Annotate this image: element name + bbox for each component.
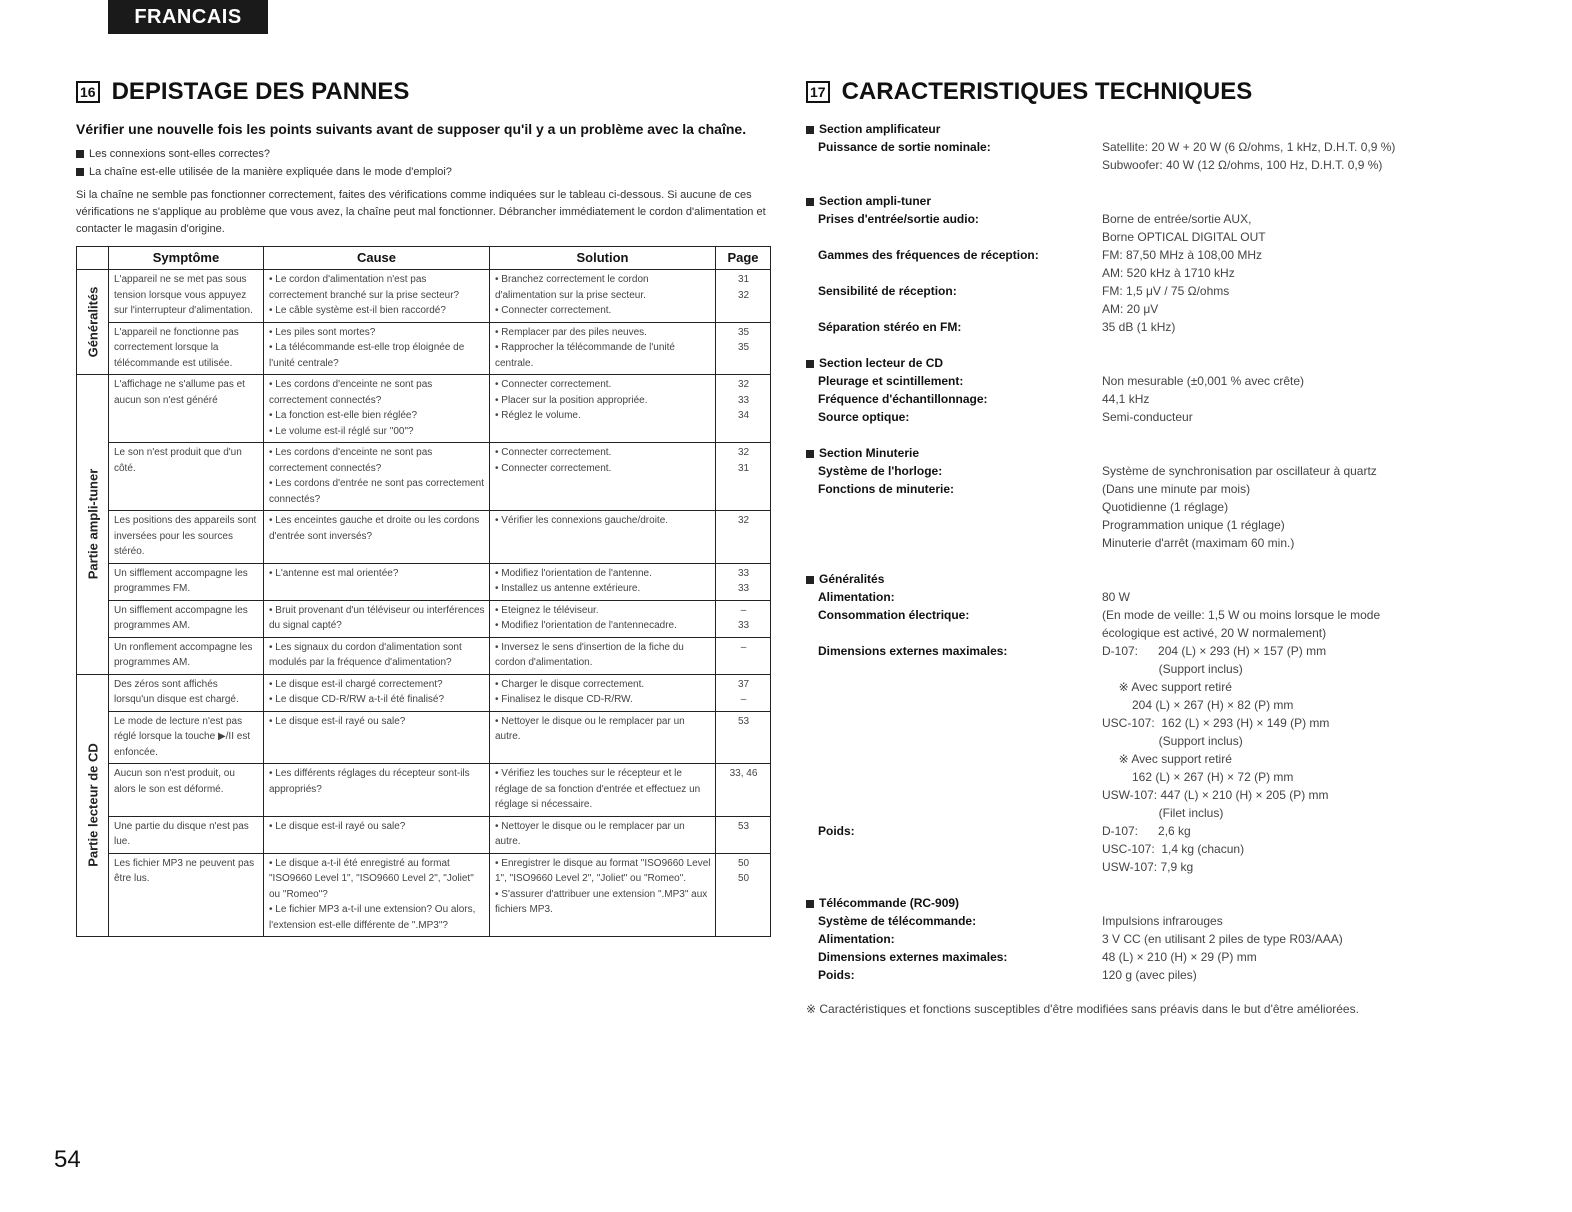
spec-value: ※ Avec support retiré <box>1102 680 1232 694</box>
spec-values <box>1102 246 1262 282</box>
cause-line: • Le volume est-il réglé sur "00"? <box>269 425 414 437</box>
solution-cell <box>490 511 716 564</box>
solution-line: • Inversez le sens d'insertion de la fiche du cordon d'alimentation. <box>495 641 684 668</box>
cause-line: • Bruit provenant d'un téléviseur ou interférences du signal capté? <box>269 604 485 631</box>
page-line: 53 <box>737 715 750 727</box>
table-row <box>77 563 771 600</box>
solution-line: • Remplacer par des piles neuves. <box>495 326 647 338</box>
language-tab: FRANCAIS <box>108 0 268 34</box>
header-solution: Solution <box>490 247 716 270</box>
square-bullet-icon <box>806 576 814 584</box>
spec-value: FM: 87,50 MHz à 108,00 MHz <box>1102 248 1263 262</box>
solution-line: • Branchez correctement le cordon d'alimentation sur la prise secteur. <box>495 274 649 301</box>
square-bullet-icon <box>76 150 84 158</box>
spec-value: (Support inclus) <box>1102 734 1243 748</box>
page-cell <box>716 375 771 443</box>
troubleshooting-table-body <box>77 270 771 937</box>
spec-value: 204 (L) × 267 (H) × 82 (P) mm <box>1102 698 1294 712</box>
cause-cell <box>264 674 490 711</box>
symptom-cell: Le son n'est produit que d'un côté. <box>109 443 264 511</box>
spec-row <box>806 642 1506 822</box>
spec-label: Puissance de sortie nominale: <box>818 140 991 154</box>
spec-value: Satellite: 20 W + 20 W (6 Ω/ohms, 1 kHz, D.H.T. 0,9 %) <box>1102 140 1396 154</box>
solution-cell <box>490 711 716 764</box>
spec-values <box>1102 642 1329 822</box>
square-bullet-icon <box>806 126 814 134</box>
spec-group-title: Section Minuterie <box>806 444 1506 462</box>
solution-line: • Connecter correctement. <box>495 462 612 474</box>
solution-cell <box>490 600 716 637</box>
cause-line: • Le disque est-il rayé ou sale? <box>269 820 406 832</box>
spec-value: Borne OPTICAL DIGITAL OUT <box>1102 230 1266 244</box>
spec-row <box>806 912 1506 930</box>
solution-line: • Connecter correctement. <box>495 379 612 390</box>
spec-group <box>806 354 1506 426</box>
spec-value: Système de synchronisation par oscillateur à quartz <box>1102 464 1377 478</box>
spec-row <box>806 210 1506 246</box>
cause-line: • Les signaux du cordon d'alimentation sont modulés par la fréquence d'alimentation? <box>269 641 462 668</box>
table-row <box>77 764 771 817</box>
symptom-cell: Des zéros sont affichés lorsqu'un disque est chargé. <box>109 674 264 711</box>
solution-line: • Enregistrer le disque au format "ISO9660 Level 1", "ISO9660 Level 2", "Joliet" ou "Romeo". <box>495 857 711 884</box>
spec-group <box>806 444 1506 552</box>
cause-cell <box>264 637 490 674</box>
spec-row <box>806 372 1506 390</box>
cause-line: • L'antenne est mal orientée? <box>269 567 399 579</box>
page-line: 31 <box>737 274 750 285</box>
table-row <box>77 816 771 853</box>
cause-cell <box>264 563 490 600</box>
spec-value: 120 g (avec piles) <box>1102 968 1197 982</box>
cause-line: • La télécommande est-elle trop éloignée de l'unité centrale? <box>269 342 465 369</box>
spec-value: (Filet inclus) <box>1102 806 1224 820</box>
spec-value: USC-107: 162 (L) × 293 (H) × 149 (P) mm <box>1102 716 1330 730</box>
symptom-cell: Un sifflement accompagne les programmes AM. <box>109 600 264 637</box>
page-cell <box>716 711 771 764</box>
page-line: 33 <box>737 583 750 594</box>
table-row <box>77 511 771 564</box>
table-header-row <box>77 247 771 270</box>
page-line: 37 <box>737 678 750 690</box>
page-cell <box>716 853 771 937</box>
spec-values <box>1102 282 1229 318</box>
solution-line: • Rapprocher la télécommande de l'unité centrale. <box>495 342 675 369</box>
solution-line: • Placer sur la position appropriée. <box>495 394 648 406</box>
spec-row <box>806 588 1506 606</box>
category-cell <box>77 375 109 675</box>
spec-values <box>1102 462 1377 480</box>
spec-value: AM: 520 kHz à 1710 kHz <box>1102 266 1235 280</box>
header-symptom: Symptôme <box>109 247 264 270</box>
square-bullet-icon <box>806 360 814 368</box>
page-line: – <box>740 604 747 616</box>
spec-value: 48 (L) × 210 (H) × 29 (P) mm <box>1102 950 1257 964</box>
header-category <box>77 247 109 270</box>
spec-row <box>806 948 1506 966</box>
spec-values <box>1102 912 1223 930</box>
cause-line: • Le fichier MP3 a-t-il une extension? Ou alors, l'extension est-elle différente de ".MP3"? <box>269 904 476 931</box>
spec-group-title: Section lecteur de CD <box>806 354 1506 372</box>
spec-values <box>1102 408 1193 426</box>
spec-row <box>806 480 1506 552</box>
specifications-list <box>806 120 1506 984</box>
spec-value: FM: 1,5 μV / 75 Ω/ohms <box>1102 284 1230 298</box>
header-page: Page <box>716 247 771 270</box>
cause-cell <box>264 511 490 564</box>
solution-line: • Vérifier les connexions gauche/droite. <box>495 515 669 526</box>
spec-label: Fréquence d'échantillonnage: <box>818 392 988 406</box>
page-line: – <box>740 694 747 705</box>
spec-value: 162 (L) × 267 (H) × 72 (P) mm <box>1102 770 1294 784</box>
solution-cell <box>490 674 716 711</box>
spec-label: Source optique: <box>818 410 910 424</box>
table-row <box>77 443 771 511</box>
page-line: 32 <box>737 379 750 390</box>
spec-label: Pleurage et scintillement: <box>818 374 964 388</box>
spec-group-title: Section amplificateur <box>806 120 1506 138</box>
solution-line: • Finalisez le disque CD-R/RW. <box>495 694 633 705</box>
spec-group <box>806 894 1506 984</box>
spec-value: (Dans une minute par mois) <box>1102 482 1251 496</box>
spec-values <box>1102 948 1257 966</box>
spec-values <box>1102 822 1244 876</box>
cause-cell <box>264 270 490 323</box>
solution-line: • Vérifiez les touches sur le récepteur et le réglage de sa fonction d'entrée et effectuez un réglage si nécessaire. <box>495 768 701 810</box>
table-row <box>77 322 771 375</box>
spec-label: Sensibilité de réception: <box>818 284 957 298</box>
cause-cell <box>264 764 490 817</box>
table-row <box>77 637 771 674</box>
symptom-cell: Le mode de lecture n'est pas réglé lorsque la touche ▶/II est enfoncée. <box>109 711 264 764</box>
solution-line: • Charger le disque correctement. <box>495 678 645 690</box>
page-cell <box>716 637 771 674</box>
spec-row <box>806 930 1506 948</box>
symptom-cell: Un sifflement accompagne les programmes FM. <box>109 563 264 600</box>
spec-row <box>806 822 1506 876</box>
specifications-title: CARACTERISTIQUES TECHNIQUES <box>841 78 1253 105</box>
symptom-cell: Une partie du disque n'est pas lue. <box>109 816 264 853</box>
spec-value: (En mode de veille: 1,5 W ou moins lorsque le mode <box>1102 608 1381 622</box>
spec-values <box>1102 930 1343 948</box>
solution-line: • Réglez le volume. <box>495 410 581 421</box>
symptom-cell: L'appareil ne fonctionne pas correctement lorsque la télécommande est utilisée. <box>109 322 264 375</box>
solution-line: • S'assurer d'attribuer une extension ".MP3" aux fichiers MP3. <box>495 888 708 915</box>
cause-cell <box>264 443 490 511</box>
spec-values <box>1102 372 1304 390</box>
specifications-footnote: ※ Caractéristiques et fonctions susceptibles d'être modifiées sans préavis dans le but d'être améliorées. <box>806 1002 1359 1016</box>
solution-line: • Nettoyer le disque ou le remplacer par un autre. <box>495 715 685 742</box>
spec-label: Dimensions externes maximales: <box>818 950 1008 964</box>
spec-group-title: Télécommande (RC-909) <box>806 894 1506 912</box>
spec-label: Poids: <box>818 968 855 982</box>
troubleshooting-intro: Vérifier une nouvelle fois les points suivants avant de supposer qu'il y a un problème avec la chaîne. <box>76 121 747 137</box>
cause-line: • Les cordons d'entrée ne sont pas correctement connectés? <box>269 478 484 505</box>
page-cell <box>716 600 771 637</box>
solution-cell <box>490 322 716 375</box>
page-line: 32 <box>737 515 750 526</box>
solution-cell <box>490 637 716 674</box>
spec-value: (Support inclus) <box>1102 662 1243 676</box>
symptom-cell: Les positions des appareils sont inversées pour les sources stéréo. <box>109 511 264 564</box>
specifications-heading <box>806 78 1506 106</box>
cause-line: • Le disque CD-R/RW a-t-il été finalisé? <box>269 694 445 705</box>
spec-label: Système de l'horloge: <box>818 464 943 478</box>
solution-line: • Modifiez l'orientation de l'antenne. <box>495 567 652 579</box>
spec-value: 44,1 kHz <box>1102 392 1150 406</box>
cause-cell <box>264 322 490 375</box>
page-cell <box>716 563 771 600</box>
spec-label: Fonctions de minuterie: <box>818 482 955 496</box>
spec-value: USW-107: 447 (L) × 210 (H) × 205 (P) mm <box>1102 788 1329 802</box>
cause-line: • Le disque a-t-il été enregistré au format "ISO9660 Level 1", "ISO9660 Level 2", "Joliet" ou "Romeo"? <box>269 857 474 900</box>
spec-value: écologique est activé, 20 W normalement) <box>1102 626 1327 640</box>
spec-label: Poids: <box>818 824 855 838</box>
spec-label: Dimensions externes maximales: <box>818 644 1008 658</box>
table-row <box>77 853 771 937</box>
spec-values <box>1102 966 1197 984</box>
solution-cell <box>490 764 716 817</box>
symptom-cell: L'appareil ne se met pas sous tension lorsque vous appuyez sur l'interrupteur d'alimentation. <box>109 270 264 323</box>
table-row <box>77 375 771 443</box>
cause-line: • Le câble système est-il bien raccordé? <box>269 305 446 316</box>
solution-cell <box>490 853 716 937</box>
page-line: 35 <box>737 342 750 353</box>
cause-line: • Les différents réglages du récepteur sont-ils appropriés? <box>269 768 470 795</box>
page-cell <box>716 674 771 711</box>
spec-row <box>806 606 1506 642</box>
spec-row <box>806 462 1506 480</box>
spec-value: Programmation unique (1 réglage) <box>1102 518 1285 532</box>
section-number-16: 16 <box>76 81 100 103</box>
cause-line: • La fonction est-elle bien réglée? <box>269 410 418 421</box>
category-cell <box>77 270 109 375</box>
spec-values <box>1102 138 1395 174</box>
category-cell <box>77 674 109 937</box>
page-line: 31 <box>737 462 750 474</box>
square-bullet-icon <box>806 900 814 908</box>
spec-value: Quotidienne (1 réglage) <box>1102 500 1229 514</box>
spec-values <box>1102 588 1130 606</box>
spec-values <box>1102 318 1175 336</box>
cause-line: • Les cordons d'enceinte ne sont pas correctement connectés? <box>269 447 433 474</box>
table-row <box>77 674 771 711</box>
page-line: 53 <box>737 820 750 832</box>
spec-values <box>1102 390 1149 408</box>
square-bullet-icon <box>806 198 814 206</box>
page-cell <box>716 270 771 323</box>
spec-group <box>806 192 1506 336</box>
spec-value: D-107: 204 (L) × 293 (H) × 157 (P) mm <box>1102 644 1327 658</box>
spec-value: Impulsions infrarouges <box>1102 914 1223 928</box>
solution-cell <box>490 443 716 511</box>
spec-row <box>806 318 1506 336</box>
cause-cell <box>264 853 490 937</box>
cause-line: • Le cordon d'alimentation n'est pas correctement branché sur la prise secteur? <box>269 274 460 301</box>
spec-value: Minuterie d'arrêt (maximam 60 min.) <box>1102 536 1295 550</box>
cause-line: • Les cordons d'enceinte ne sont pas correctement connectés? <box>269 379 433 406</box>
troubleshooting-table <box>76 246 771 937</box>
spec-values <box>1102 480 1294 552</box>
solution-line: • Connecter correctement. <box>495 305 612 316</box>
symptom-cell: Les fichier MP3 ne peuvent pas être lus. <box>109 853 264 937</box>
square-bullet-icon <box>806 450 814 458</box>
symptom-cell: Un ronflement accompagne les programmes AM. <box>109 637 264 674</box>
category-label: Partie lecteur de CD <box>84 743 100 868</box>
spec-group-title: Généralités <box>806 570 1506 588</box>
spec-label: Consommation électrique: <box>818 608 970 622</box>
spec-value: USW-107: 7,9 kg <box>1102 860 1194 874</box>
cause-cell <box>264 711 490 764</box>
spec-label: Gammes des fréquences de réception: <box>818 248 1039 262</box>
spec-value: Subwoofer: 40 W (12 Ω/ohms, 100 Hz, D.H.T. 0,9 %) <box>1102 158 1383 172</box>
category-label: Généralités <box>84 286 100 358</box>
page-number: 54 <box>54 1146 81 1173</box>
cause-cell <box>264 816 490 853</box>
category-label: Partie ampli-tuner <box>84 468 100 580</box>
spec-label: Système de télécommande: <box>818 914 977 928</box>
spec-value: 35 dB (1 kHz) <box>1102 320 1176 334</box>
square-bullet-icon <box>76 168 84 176</box>
spec-value: Borne de entrée/sortie AUX, <box>1102 212 1252 226</box>
table-row <box>77 711 771 764</box>
check-item: Les connexions sont-elles correctes? <box>76 145 770 163</box>
table-row <box>77 270 771 323</box>
symptom-cell: L'affichage ne s'allume pas et aucun son n'est généré <box>109 375 264 443</box>
spec-row <box>806 138 1506 174</box>
troubleshooting-section <box>76 78 770 937</box>
page-cell <box>716 443 771 511</box>
solution-line: • Modifiez l'orientation de l'antennecadre. <box>495 620 677 631</box>
cause-line: • Les enceintes gauche et droite ou les cordons d'entrée sont inversés? <box>269 515 480 542</box>
spec-group <box>806 570 1506 876</box>
solution-cell <box>490 270 716 323</box>
solution-line: • Nettoyer le disque ou le remplacer par un autre. <box>495 820 685 847</box>
spec-row <box>806 408 1506 426</box>
spec-row <box>806 390 1506 408</box>
spec-group <box>806 120 1506 174</box>
page-line: 33, 46 <box>729 768 758 779</box>
solution-line: • Eteignez le téléviseur. <box>495 604 599 616</box>
preliminary-checks <box>76 145 770 181</box>
section-number-17: 17 <box>806 81 830 103</box>
check-item: La chaîne est-elle utilisée de la manière expliquée dans le mode d'emploi? <box>76 163 770 181</box>
page-line: 32 <box>737 447 750 458</box>
spec-label: Prises d'entrée/sortie audio: <box>818 212 979 226</box>
header-cause: Cause <box>264 247 490 270</box>
troubleshooting-title: DEPISTAGE DES PANNES <box>111 78 410 105</box>
solution-cell <box>490 375 716 443</box>
spec-values <box>1102 210 1266 246</box>
page-cell <box>716 322 771 375</box>
spec-label: Alimentation: <box>818 932 895 946</box>
page-line: 34 <box>737 410 750 421</box>
cause-line: • Le disque est-il rayé ou sale? <box>269 715 406 727</box>
page-line: 33 <box>737 394 750 406</box>
spec-row <box>806 246 1506 282</box>
spec-row <box>806 966 1506 984</box>
spec-value: AM: 20 μV <box>1102 302 1159 316</box>
cause-line: • Le disque est-il chargé correctement? <box>269 678 443 690</box>
page-line: 50 <box>737 857 750 869</box>
spec-value: Non mesurable (±0,001 % avec crête) <box>1102 374 1305 388</box>
spec-label: Alimentation: <box>818 590 895 604</box>
page-cell <box>716 764 771 817</box>
solution-cell <box>490 563 716 600</box>
page-line: 35 <box>737 326 750 338</box>
page-line: 50 <box>737 873 750 884</box>
page-line: – <box>740 641 747 653</box>
spec-value: 3 V CC (en utilisant 2 piles de type R03/AAA) <box>1102 932 1343 946</box>
page-line: 32 <box>737 289 750 301</box>
page-line: 33 <box>737 567 750 579</box>
page-line: 33 <box>737 620 750 631</box>
spec-label: Séparation stéréo en FM: <box>818 320 962 334</box>
spec-value: D-107: 2,6 kg <box>1102 824 1191 838</box>
cause-line: • Les piles sont mortes? <box>269 326 376 338</box>
spec-group-title: Section ampli-tuner <box>806 192 1506 210</box>
spec-value: 80 W <box>1102 590 1131 604</box>
spec-value: USC-107: 1,4 kg (chacun) <box>1102 842 1245 856</box>
troubleshooting-heading <box>76 78 770 106</box>
table-row <box>77 600 771 637</box>
solution-line: • Installez us antenne extérieure. <box>495 583 641 594</box>
page-cell <box>716 511 771 564</box>
page-cell <box>716 816 771 853</box>
solution-line: • Connecter correctement. <box>495 447 612 458</box>
cause-cell <box>264 600 490 637</box>
spec-values <box>1102 606 1380 642</box>
symptom-cell: Aucun son n'est produit, ou alors le son est déformé. <box>109 764 264 817</box>
troubleshooting-paragraph: Si la chaîne ne semble pas fonctionner correctement, faites des vérifications comme indiquées sur le tableau ci-dessous. Si aucune de ces vérifications ne s'applique au problème que vous avez, la chaîne peut mal fonctionner. Débrancher immédiatement le cordon d'alimentation et contacter le magasin d'origine. <box>76 189 766 235</box>
spec-value: ※ Avec support retiré <box>1102 752 1232 766</box>
spec-value: Semi-conducteur <box>1102 410 1193 424</box>
specifications-section <box>806 78 1506 1016</box>
spec-row <box>806 282 1506 318</box>
cause-cell <box>264 375 490 443</box>
solution-cell <box>490 816 716 853</box>
